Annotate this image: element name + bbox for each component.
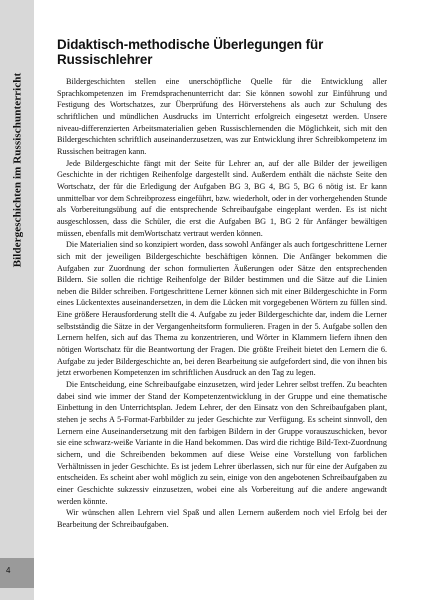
paragraph: Die Entscheidung, eine Schreibaufgabe einzusetzen, wird jeder Lehrer selbst treffen. Zu beachten dabei sind wie immer der Stand der Kompetenzentwicklung in der Gruppe und eine thematische Einbettung in den Unterrichtsplan. Jedem Lehrer, der den Einsatz von den Schreibaufgaben plant, stehen je sechs A 5-Format-Farbbilder zu jeder Geschichte zur Verfügung. Es scheint sinnvoll, den Lernern eine Auseinandersetzung mit den farbigen Bildern in der Gruppe vorauszuschicken, bevor sie eine schwarz-weiße Variante in die Hand bekommen. Das wird die richtige Bild-Text-Zuordnung sichern, und die Schreibenden bekommen auf diese Weise eine Vorstellung von farblichen Verhältnissen in jeder Geschichte. Es ist jedem Lehrer überlassen, sich nur für eine der Aufgaben zu entscheiden. Es scheint aber wohl möglich zu sein, einige von den angebotenen Schreibaufgaben zu einer Geschichte sukzessiv einzusetzen, wobei eine als Vorbereitung auf die andere angewandt werden könnte. — [57, 380, 387, 506]
page-number: 4 — [6, 566, 11, 575]
paragraph: Wir wünschen allen Lehrern viel Spaß und allen Lernern außerdem noch viel Erfolg bei der Bearbeitung der Schreibaufgaben. — [57, 508, 387, 529]
paragraph: Bildergeschichten stellen eine unerschöpfliche Quelle für die Entwicklung aller Sprachkompetenzen im Fremdsprachenunterricht dar: Sie können sowohl zur Einführung und Festigung des Wortschatzes, zur Überprüfung des Hörverstehens als auch zur Schulung des schriftlichen und mündlichen Ausdrucks im Unterricht erfolgreich eingesetzt werden. Unsere niveau-differenzierten Arbeitsmaterialien geben Russischlernenden die Möglichkeit, sich mit den Bildergeschichten schriftlich auseinanderzusetzen, was zur Entwicklung ihrer Schreibkompetenz im Russischen beitragen kann. — [57, 77, 387, 156]
page-heading: Didaktisch-methodische Überlegungen für Russischlehrer — [57, 37, 324, 67]
main-content — [57, 37, 387, 531]
sidebar-title: Bildergeschichten im Russischunterricht — [11, 72, 23, 268]
body-text — [57, 76, 387, 531]
paragraph: Die Materialien sind so konzipiert worden, dass sowohl Anfänger als auch fortgeschrittene Lerner sich mit der jeweiligen Bildergeschichte beschäftigen können. Die Anfänger bekommen die Aufgaben zur Zuordnung der schon formulierten Äußerungen oder Sätze den entsprechenden Bildern. Sie sollen die richtige Reihenfolge der Bilder bestimmen und die Sätze auf die Linien neben die Bilder schreiben. Fortgeschrittene Lerner können sich mit einer Bildergeschichte in Form eines Lückentextes auseinandersetzen, in dem die Lücken mit vorgegebenen Wörtern zu füllen sind. Eine größere Herausforderung stellt die 4. Aufgabe zu jeder Bildergeschichte dar, indem die Lerner selbstständig die Sätze in der Vergangenheitsform formulieren. Fragen in der 5. Aufgabe sollen den Lernern helfen, sich auf das Thema zu konzentrieren, und Wörter in Klammern liefern ihnen den nötigen Wortschatz für die Beantwortung der Fragen. Die größte Freiheit bietet den Lernern die 6. Aufgabe zu jeder Bildergeschichte an, bei deren Bearbeitung sie aufgefordert sind, die von ihnen bis jetzt erworbenen Kompetenzen im schriftlichen Ausdruck an den Tag zu legen. — [57, 240, 387, 378]
sidebar-label — [0, 0, 34, 340]
paragraph: Jede Bildergeschichte fängt mit der Seite für Lehrer an, auf der alle Bilder der jeweiligen Geschichte in der richtigen Reihenfolge dargestellt sind. Außerdem enthält die nächste Seite den Wortschatz, der für die Erledigung der Aufgaben BG 3, BG 4, BG 5, BG 6 nötig ist. Er kann unmittelbar vor dem Schreibprozess eingeführt, bzw. wiederholt, oder in der vorhergehenden Stunde als Vorbereitungsübung auf die entsprechende Schreibaufgabe eingeplant werden. Es ist nicht ausgeschlossen, dass die Schüler, die erst die Aufgaben BG 1, BG 2 für Anfänger bewältigen müssen, ebenfalls mit demWortschatz vertraut werden können. — [57, 158, 387, 238]
